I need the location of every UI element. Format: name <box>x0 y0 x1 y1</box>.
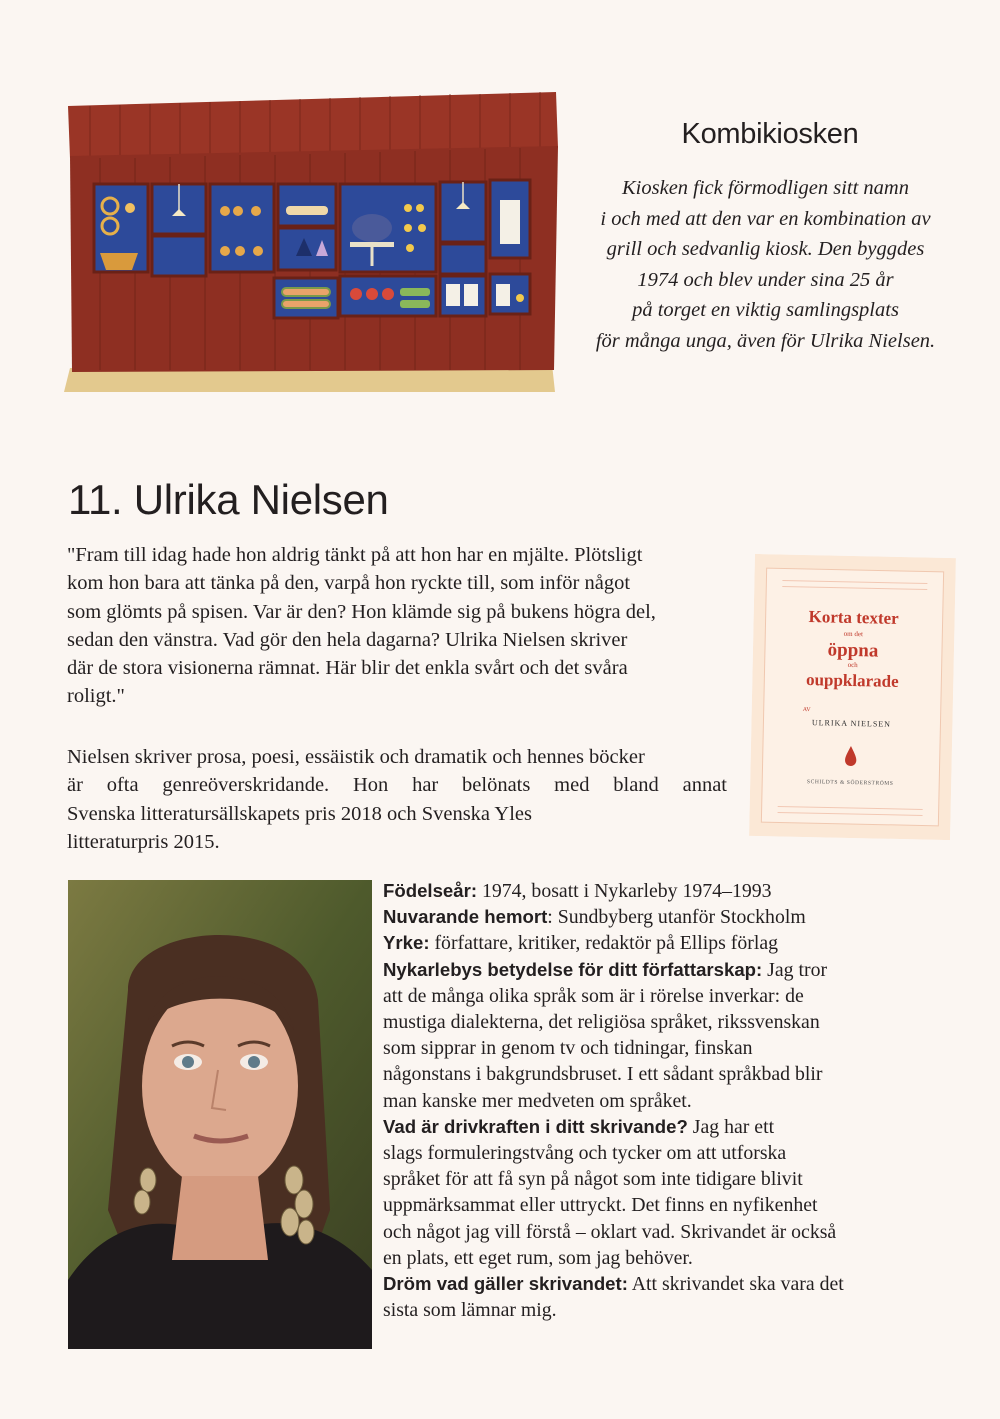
fact-label: Dröm vad gäller skrivandet: <box>383 1273 628 1295</box>
quote-line: kom hon bara att tänka på den, varpå hon ryckte till, som inför något <box>67 572 631 595</box>
fact-continuation: en plats, ett eget rum, som jag behöver. <box>383 1246 693 1269</box>
fact-label: Nuvarande hemort <box>383 906 548 928</box>
fact-row <box>383 904 943 930</box>
fact-continuation: sista som lämnar mig. <box>383 1299 557 1322</box>
fact-continuation: mustiga dialekterna, det religiösa språket, rikssvenskan <box>383 1011 820 1034</box>
fact-label: Nykarlebys betydelse för ditt författarskap: <box>383 958 763 980</box>
book-publisher: SCHILDTS & SÖDERSTRÖMS <box>806 779 894 787</box>
fact-label: Yrke: <box>383 932 430 954</box>
quote-line: som glömts på spisen. Var är den? Hon klämde sig på bukens högra del, <box>67 600 656 623</box>
kiosk-caption-line: grill och sedvanlig kiosk. Den byggdes <box>606 238 925 260</box>
book-title-small-1: om det <box>843 629 864 639</box>
kiosk-caption-line: Kiosken fick förmodligen sitt namn <box>622 177 909 199</box>
fact-continuation: slags formuleringstvång och tycker om att utforska <box>383 1142 787 1165</box>
quote-paragraph <box>67 541 747 711</box>
fact-continuation: man kanske mer medveten om språket. <box>383 1089 692 1112</box>
quote-line: roligt." <box>67 685 125 708</box>
fact-text: : Sundbyberg utanför Stockholm <box>547 906 806 929</box>
bio-line: Nielsen skriver prosa, poesi, essäistik och dramatik och hennes böcker <box>67 746 645 768</box>
kiosk-caption-line: på torget en viktig samlingsplats <box>632 299 899 321</box>
kiosk-caption <box>563 173 968 356</box>
fact-continuation: att de många olika språk som är i rörelse inverkar: de <box>383 984 804 1007</box>
bio-line: litteraturpris 2015. <box>67 830 220 853</box>
author-facts <box>383 878 943 1323</box>
book-cover <box>749 554 956 840</box>
kiosk-caption-line: i och med att den var en kombination av <box>600 207 931 230</box>
fact-row <box>383 930 943 956</box>
book-by: AV <box>802 706 811 714</box>
quote-line: sedan den vänstra. Vad gör den hela dagarna? Ulrika Nielsen skriver <box>67 628 628 651</box>
book-title-line-2: öppna <box>827 639 879 662</box>
bio-line: är ofta genreöverskridande. Hon har belönats med bland annat <box>67 774 727 797</box>
kiosk-caption-line: för många unga, även för Ulrika Nielsen. <box>595 329 936 352</box>
fact-row <box>383 957 943 983</box>
fact-row <box>383 1271 943 1297</box>
fact-text: författare, kritiker, redaktör på Ellips förlag <box>429 932 779 955</box>
bio-paragraph <box>67 743 737 856</box>
book-title-small-2: och <box>847 660 858 670</box>
fact-label: Vad är drivkraften i ditt skrivande? <box>383 1115 688 1137</box>
fact-continuation: och något jag vill förstå – oklart vad. Skrivandet är också <box>383 1220 837 1243</box>
book-author: ULRIKA NIELSEN <box>811 718 892 729</box>
quote-line: där de stora visionerna rämnat. Här blir det enkla svårt och det svåra <box>67 657 628 680</box>
kiosk-caption-line: 1974 och blev under sina 25 år <box>637 268 894 291</box>
fact-text: Jag tror <box>762 958 828 981</box>
book-title-line-1: Korta texter <box>808 607 899 628</box>
kiosk-illustration <box>60 88 562 393</box>
fact-continuation: språket för att få syn på något som inte tidigare blivit <box>383 1168 803 1191</box>
fact-continuation: uppmärksammat eller uttryckt. Det finns en nyfikenhet <box>383 1194 818 1217</box>
quote-line: "Fram till idag hade hon aldrig tänkt på att hon har en mjälte. Plötsligt <box>67 544 643 566</box>
fact-text: Att skrivandet ska vara det <box>627 1273 844 1296</box>
bio-line: Svenska litteratursällskapets pris 2018 och Svenska Yles <box>67 802 532 825</box>
author-portrait <box>68 880 372 1349</box>
fact-continuation: någonstans i bakgrundsbruset. I ett sådant språkbad blir <box>383 1063 823 1086</box>
fact-row <box>383 1114 943 1140</box>
fact-row <box>383 878 943 904</box>
fact-label: Födelseår: <box>383 880 478 901</box>
book-title-line-3: ouppklarade <box>805 670 899 691</box>
fact-text: 1974, bosatt i Nykarleby 1974–1993 <box>477 880 772 902</box>
fact-continuation: som sipprar in genom tv och tidningar, finskan <box>383 1037 753 1060</box>
fact-text: Jag har ett <box>687 1115 775 1138</box>
kiosk-title: Kombikiosken <box>681 118 859 150</box>
page-title: 11. Ulrika Nielsen <box>68 476 389 523</box>
